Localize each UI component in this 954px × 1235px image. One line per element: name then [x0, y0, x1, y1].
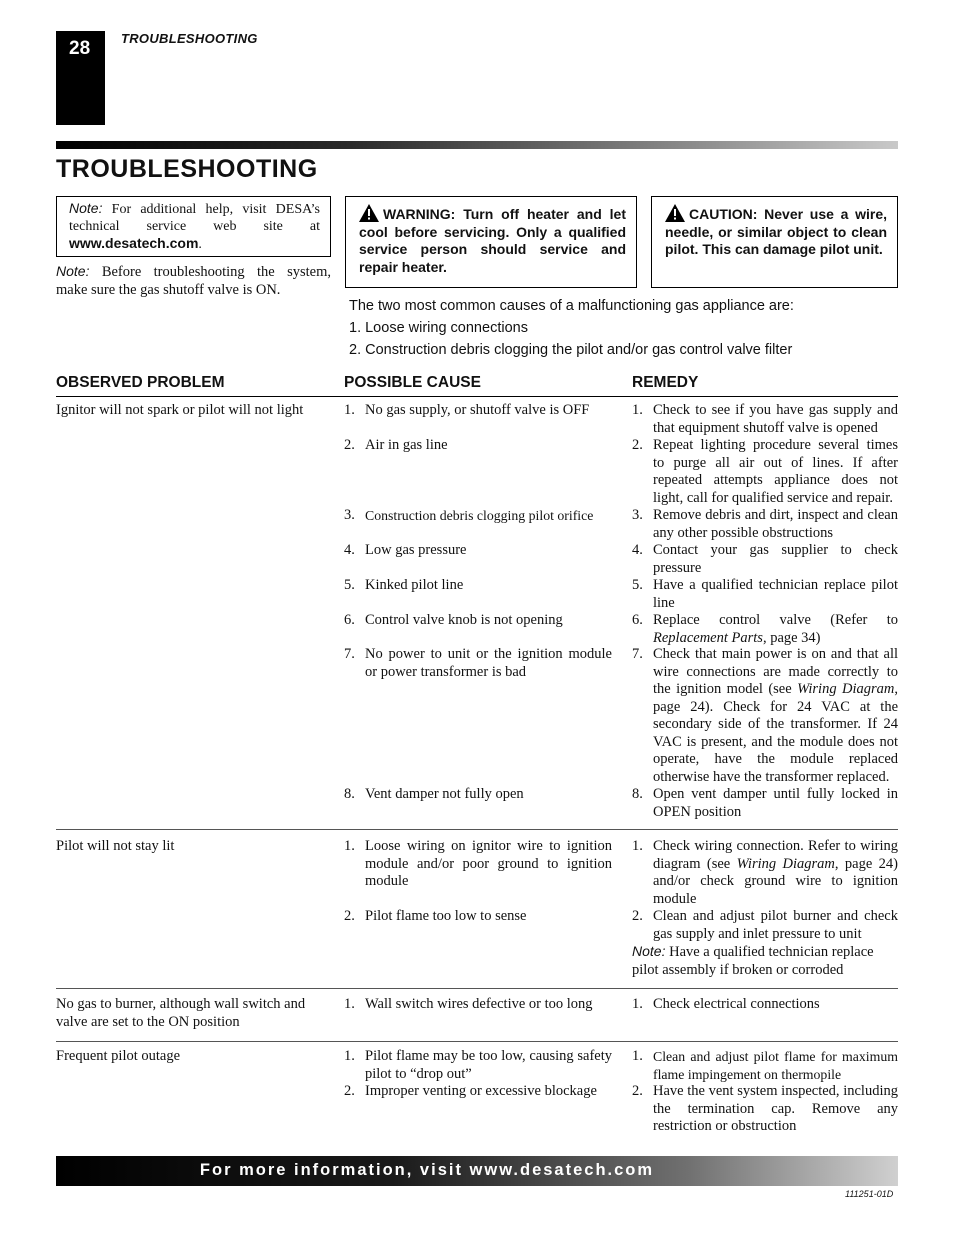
note-end: . [198, 237, 202, 252]
cause-item: 2. Improper venting or excessive blockage [344, 1083, 597, 1099]
row-divider [56, 829, 898, 830]
cause-item: 4. Low gas pressure [344, 542, 467, 558]
problem-cell: No gas to burner, although wall switch and valve are set to the ON position [56, 996, 306, 1030]
header-remedy: REMEDY [632, 374, 699, 391]
remedy-item: 2. Clean and adjust pilot burner and check gas supply and inlet pressure to unit [632, 908, 898, 942]
remedy-item: 1. Check electrical connections [632, 996, 820, 1012]
cause-item: 3. Construction debris clogging pilot orifice [344, 507, 594, 523]
reference-wiring-diagram: Wiring Diagram [736, 855, 835, 872]
row-divider [56, 1041, 898, 1042]
footer-text[interactable]: For more information, visit www.desatech.com [199, 1161, 655, 1179]
common-cause-item: 1. Loose wiring connections [349, 320, 528, 336]
caution-text: CAUTION: Never use a wire, needle, or similar object to clean pilot. This can damage pilot unit. [665, 206, 887, 257]
remedy-item: 5. Have a qualified technician replace pilot line [632, 577, 898, 611]
header-rule-bar [56, 141, 898, 149]
note-text: Before troubleshooting the system, make sure the gas shutoff valve is ON. [56, 264, 331, 298]
cause-item: 1. No gas supply, or shutoff valve is OFF [344, 402, 590, 418]
common-cause-item: 2. Construction debris clogging the pilot and/or gas control valve filter [349, 342, 793, 358]
website-link[interactable]: www.desatech.com [69, 235, 199, 251]
page-title: TROUBLESHOOTING [56, 155, 318, 183]
footer-bar [56, 1156, 898, 1186]
page-number-tab [56, 31, 105, 125]
cause-item: 2. Pilot flame too low to sense [344, 908, 527, 924]
caution-box [651, 196, 898, 288]
cause-item: 8. Vent damper not fully open [344, 786, 524, 802]
remedy-item: 1. Check wiring connection. Refer to wiring diagram (see Wiring Diagram, page 24) and/or check ground wire to ignition module [632, 838, 899, 907]
cause-item: 1. Wall switch wires defective or too long [344, 996, 593, 1012]
cause-item: 1. Loose wiring on ignitor wire to ignition module and/or poor ground to ignition module [344, 838, 612, 889]
reference-replacement-parts: Replacement Parts [653, 629, 763, 646]
remedy-item: 3. Remove debris and dirt, inspect and clean any other possible obstructions [632, 507, 898, 541]
remedy-item: 1. Check to see if you have gas supply and that equipment shutoff valve is opened [632, 402, 898, 436]
warning-box [345, 196, 637, 288]
remedy-note: Note: Have a qualified technician replace pilot assembly if broken or corroded [632, 943, 874, 978]
remedy-item: 7. Check that main power is on and that all wire connections are made correctly to the ignition model (see Wiring Diagram, page 24). Check for 24 VAC at the secondary side of the transformer. If 24 VAC is present, and the module does not operate, have the module replaced otherwise have the transformer replaced. [632, 646, 898, 785]
cause-item: 1. Pilot flame may be too low, causing safety pilot to “drop out” [344, 1048, 612, 1082]
remedy-item: 2. Repeat lighting procedure several times to purge all air out of lines. If after repeated attempts appliance does not light, call for qualified service and repair. [632, 437, 898, 506]
cause-item: 7. No power to unit or the ignition module or power transformer is bad [344, 646, 612, 680]
remedy-item: 8. Open vent damper until fully locked in OPEN position [632, 786, 898, 820]
warning-text: WARNING: Turn off heater and let cool before servicing. Only a qualified service person should service and repair heater. [359, 206, 626, 275]
remedy-item: 2. Have the vent system inspected, including the termination cap. Remove any restriction or obstruction [632, 1083, 898, 1134]
reference-wiring-diagram: Wiring Diagram [797, 681, 895, 697]
row-divider [56, 988, 898, 989]
remedy-item: 1. Clean and adjust pilot flame for maximum flame impingement on thermopile [632, 1048, 898, 1082]
header-possible-cause: POSSIBLE CAUSE [344, 374, 481, 391]
caution-triangle-icon [665, 204, 685, 222]
table-header-rule [56, 396, 898, 397]
problem-cell: Frequent pilot outage [56, 1048, 181, 1064]
problem-cell: Ignitor will not spark or pilot will not light [56, 402, 304, 418]
cause-item: 2. Air in gas line [344, 437, 448, 453]
help-note-box [56, 196, 331, 257]
gas-valve-note [56, 262, 331, 299]
cause-item: 6. Control valve knob is not opening [344, 612, 563, 628]
header-observed-problem: OBSERVED PROBLEM [56, 374, 225, 391]
warning-triangle-icon [359, 204, 379, 222]
note-label: Note: [69, 200, 103, 216]
common-causes [349, 295, 899, 361]
problem-cell: Pilot will not stay lit [56, 838, 175, 854]
cause-item: 5. Kinked pilot line [344, 577, 464, 593]
running-head: TROUBLESHOOTING [121, 31, 258, 46]
remedy-item: 6. Replace control valve (Refer to Replacement Parts, page 34) [632, 612, 898, 646]
remedy-item: 4. Contact your gas supplier to check pressure [632, 542, 898, 576]
page-number: 28 [69, 38, 91, 59]
note-label: Note: [56, 263, 90, 279]
note-text: For additional help, visit DESA’s technical service web site at [69, 202, 320, 234]
document-code: 111251-01D [845, 1189, 894, 1199]
common-causes-intro: The two most common causes of a malfunctioning gas appliance are: [349, 298, 794, 314]
